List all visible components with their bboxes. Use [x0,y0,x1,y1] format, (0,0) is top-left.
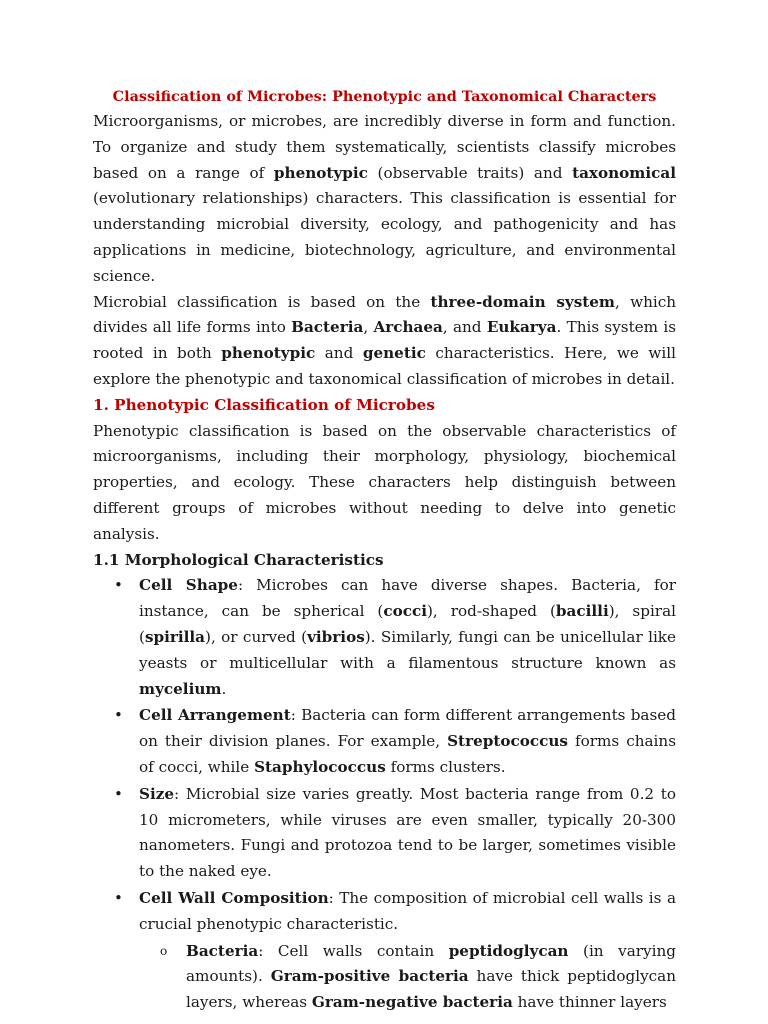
list-item-cell-arrangement: • Cell Arrangement: Bacteria can form different arrangements based on their division planes. For example, Streptococcus forms chains of cocci, while Staphylococcus forms clusters. [93,703,676,780]
domains-paragraph: Microbial classification is based on the three-domain system, which divides all life forms into Bacteria, Archaea, and Eukarya. This system is rooted in both phenotypic and genetic characteristics. Here, we will explore the phenotypic and taxonomical classification of microbes in detail. [93,292,677,388]
morphology-list [93,573,676,937]
bullet-icon: • [114,576,123,595]
document-page [93,85,676,1016]
section-1-1-heading: 1.1 Morphological Characteristics [93,550,384,569]
sub-item-bacteria: o Bacteria: Cell walls contain peptidoglycan (in varying amounts). Gram-positive bacteria have thick peptidoglycan layers, whereas Gram-negative bacteria have thinner layers [139,939,676,1016]
list-item-cell-shape: • Cell Shape: Microbes can have diverse shapes. Bacteria, for instance, can be spherical (cocci), rod-shaped (bacilli), spiral (spirilla), or curved (vibrios). Similarly, fungi can be unicellular like yeasts or multicellular with a filamentous structure known as mycelium. [93,573,676,702]
cell-wall-sublist [93,939,676,1016]
bullet-icon: • [114,784,123,803]
list-item-cell-wall: • Cell Wall Composition: The composition of microbial cell walls is a crucial phenotypic characteristic. [93,886,676,938]
sub-bullet-icon: o [160,943,168,958]
section-1-paragraph: Phenotypic classification is based on the observable characteristics of microorganisms, including their morphology, physiology, biochemical properties, and ecology. These characters help distinguish between different groups of microbes without needing to delve into genetic analysis. [93,421,676,543]
list-item-size: • Size: Microbial size varies greatly. Most bacteria range from 0.2 to 10 micrometers, while viruses are even smaller, typically 20-300 nanometers. Fungi and protozoa tend to be larger, sometimes visible to the naked eye. [93,782,676,885]
document-title: Classification of Microbes: Phenotypic and Taxonomical Characters [112,88,657,105]
bullet-icon: • [114,888,123,907]
bullet-icon: • [114,706,123,725]
section-1-heading: 1. Phenotypic Classification of Microbes [93,395,435,414]
intro-paragraph: Microorganisms, or microbes, are incredibly diverse in form and function. To organize and study them systematically, scientists classify microbes based on a range of phenotypic (observable traits) and taxonomical (evolutionary relationships) characters. This classification is essential for understanding microbial diversity, ecology, and pathogenicity and has applications in medicine, biotechnology, agriculture, and environmental science. [93,112,676,285]
